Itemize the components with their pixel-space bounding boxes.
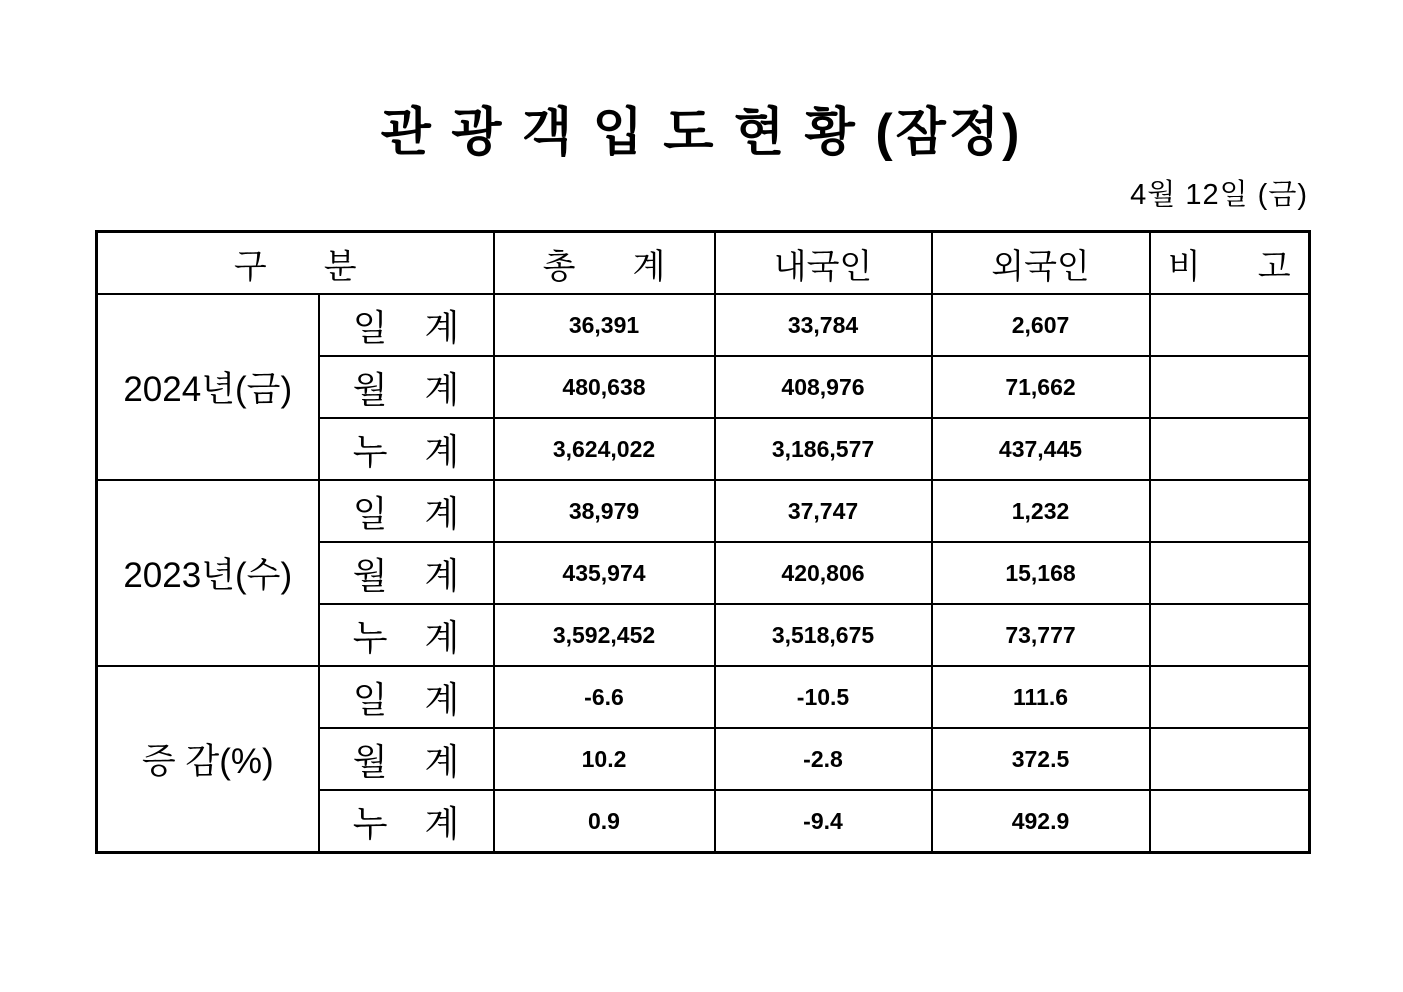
value-total: 38,979 [494,480,715,542]
row-label-monthly: 월 계 [319,728,494,790]
remark-cell [1150,728,1310,790]
value-total: 480,638 [494,356,715,418]
year-group-2024: 2024년(금) [97,294,319,480]
value-foreign: 71,662 [932,356,1150,418]
remark-cell [1150,604,1310,666]
value-total: -6.6 [494,666,715,728]
value-foreign: 1,232 [932,480,1150,542]
value-foreign: 372.5 [932,728,1150,790]
value-total: 3,624,022 [494,418,715,480]
tourist-arrivals-table [95,230,1311,854]
remark-cell [1150,418,1310,480]
value-domestic: -9.4 [715,790,932,853]
table-row [97,666,1310,728]
value-domestic: 33,784 [715,294,932,356]
value-foreign: 492.9 [932,790,1150,853]
header-category: 구 분 [97,232,494,295]
row-label-cumulative: 누 계 [319,790,494,853]
table-header-row [97,232,1310,295]
page-title: 관 광 객 입 도 현 황 (잠정) [380,104,1023,162]
remark-cell [1150,542,1310,604]
header-foreign: 외국인 [932,232,1150,295]
year-group-2023: 2023년(수) [97,480,319,666]
table-row [97,294,1310,356]
value-domestic: -10.5 [715,666,932,728]
row-label-monthly: 월 계 [319,356,494,418]
header-remarks: 비 고 [1150,232,1310,295]
header-total: 총 계 [494,232,715,295]
value-foreign: 15,168 [932,542,1150,604]
row-label-daily: 일 계 [319,480,494,542]
row-label-daily: 일 계 [319,294,494,356]
remark-cell [1150,790,1310,853]
value-domestic: 3,186,577 [715,418,932,480]
value-total: 0.9 [494,790,715,853]
value-domestic: 37,747 [715,480,932,542]
table-row [97,480,1310,542]
value-total: 10.2 [494,728,715,790]
value-foreign: 2,607 [932,294,1150,356]
remark-cell [1150,480,1310,542]
value-domestic: 3,518,675 [715,604,932,666]
value-domestic: -2.8 [715,728,932,790]
value-domestic: 420,806 [715,542,932,604]
value-total: 36,391 [494,294,715,356]
value-total: 3,592,452 [494,604,715,666]
value-domestic: 408,976 [715,356,932,418]
remark-cell [1150,356,1310,418]
value-foreign: 111.6 [932,666,1150,728]
remark-cell [1150,666,1310,728]
row-label-daily: 일 계 [319,666,494,728]
year-group-change-pct: 증 감(%) [97,666,319,853]
value-foreign: 437,445 [932,418,1150,480]
remark-cell [1150,294,1310,356]
row-label-cumulative: 누 계 [319,418,494,480]
row-label-monthly: 월 계 [319,542,494,604]
value-total: 435,974 [494,542,715,604]
row-label-cumulative: 누 계 [319,604,494,666]
value-foreign: 73,777 [932,604,1150,666]
header-domestic: 내국인 [715,232,932,295]
report-date: 4월 12일 (금) [1130,179,1308,211]
